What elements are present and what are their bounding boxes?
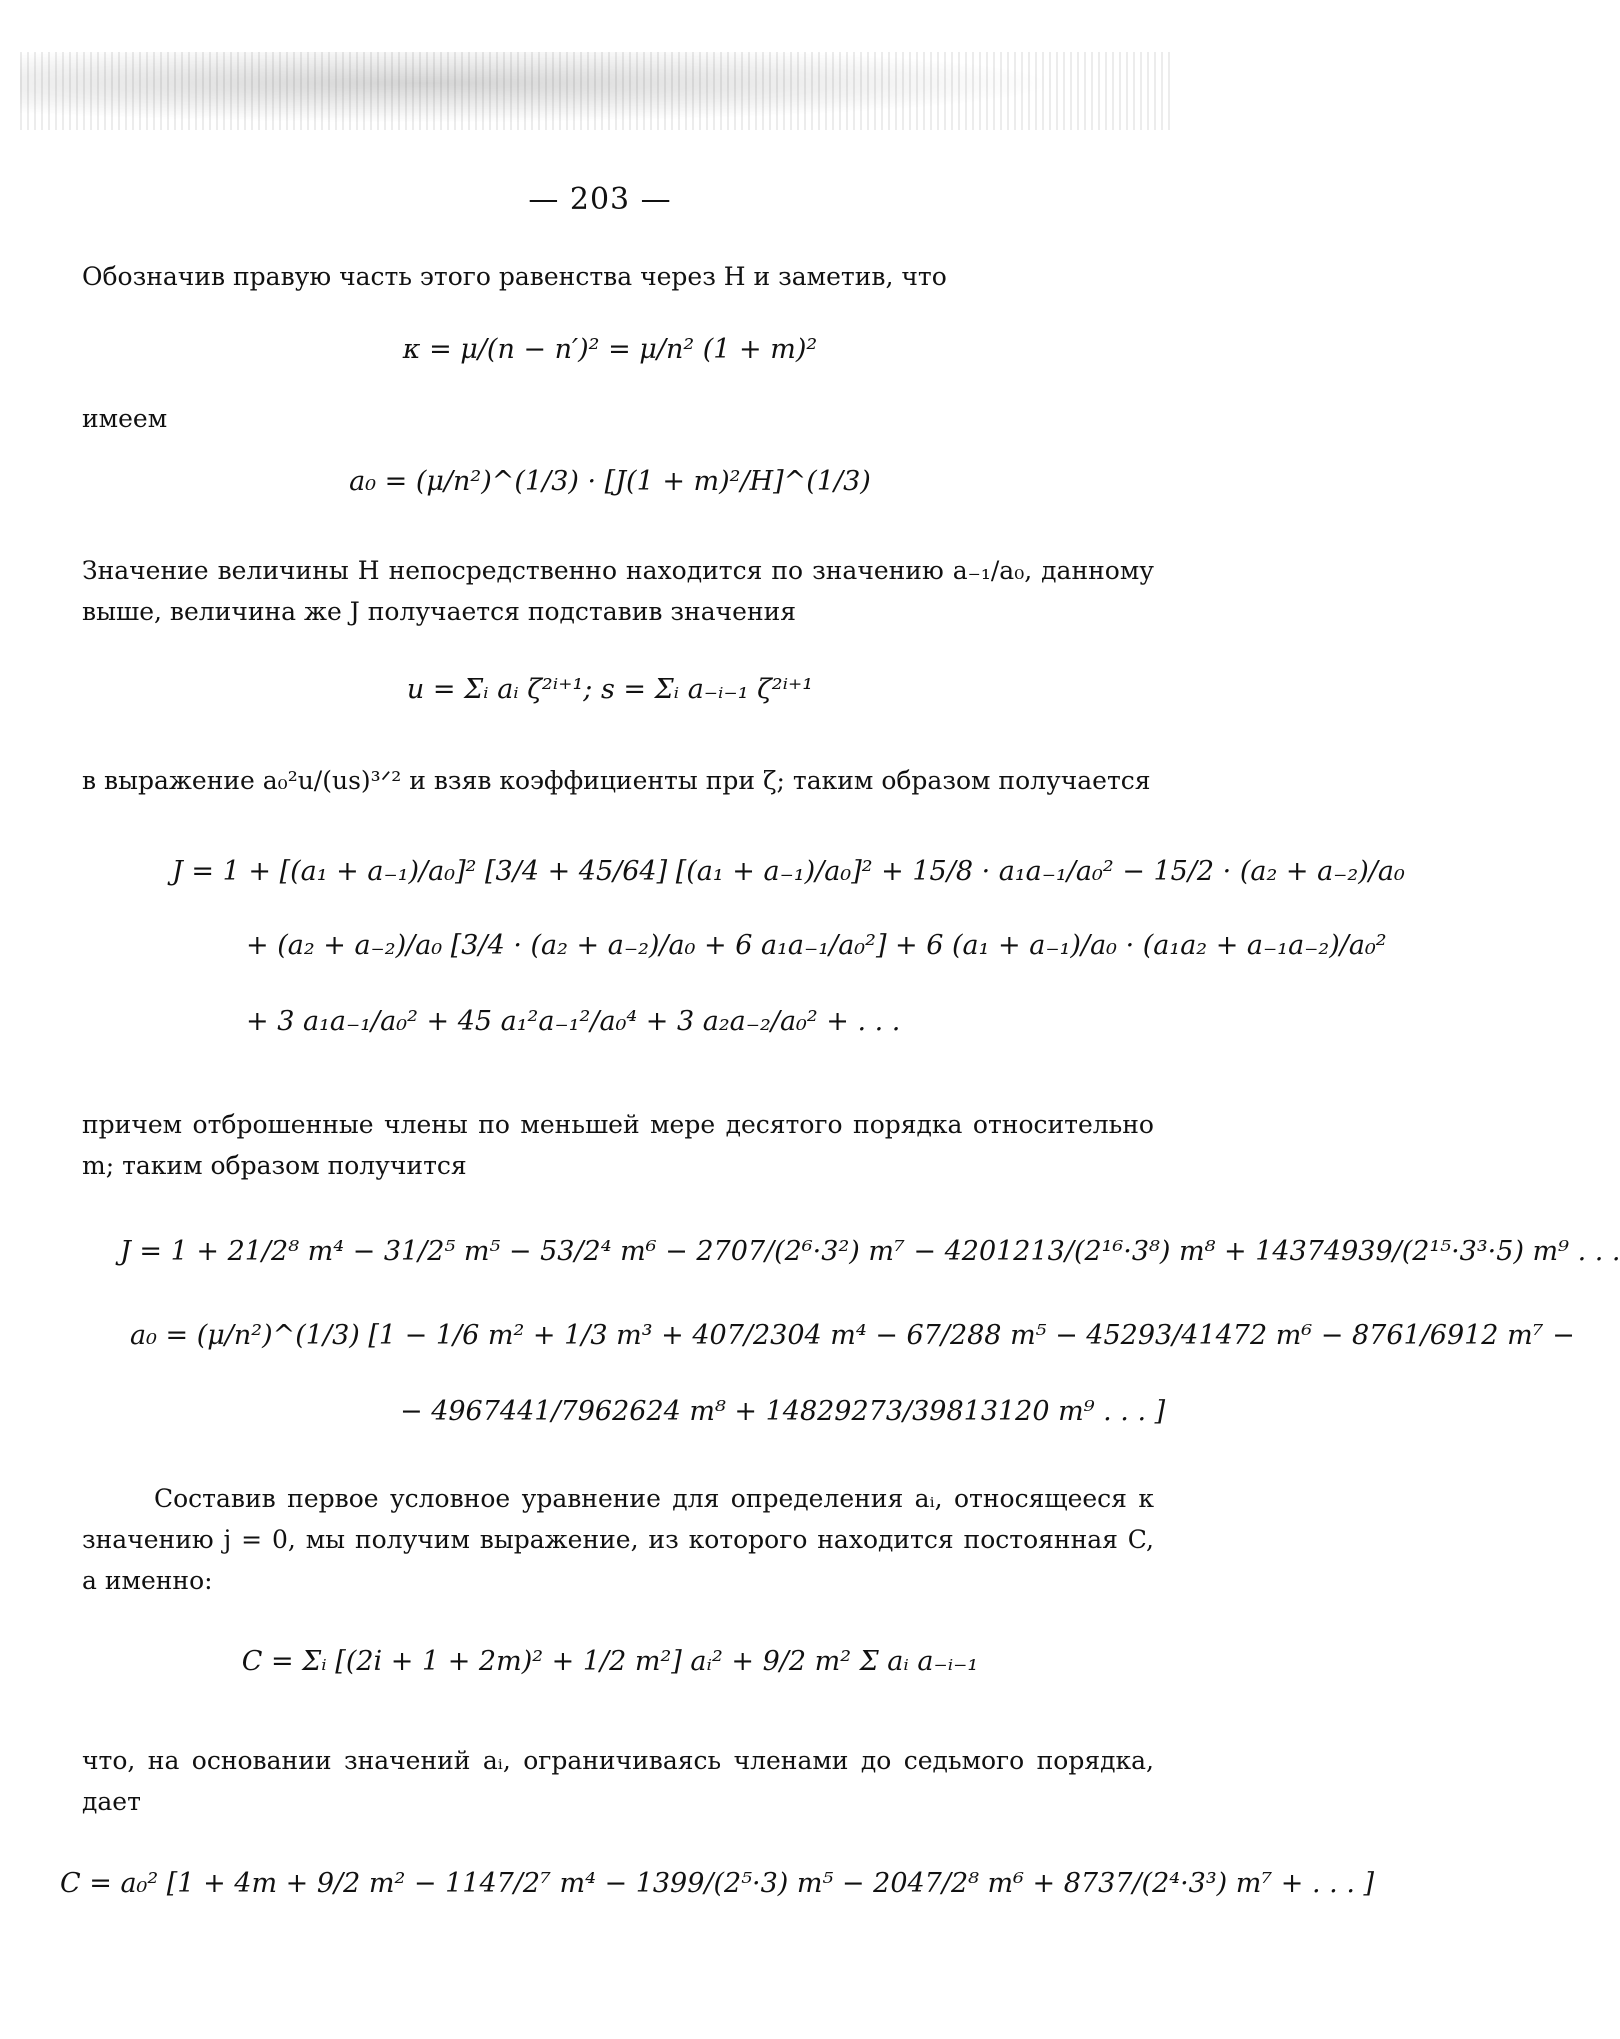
equation-C-definition: C = Σᵢ [(2i + 1 + 2m)² + 1/2 m²] aᵢ² + 9/2 m² Σ aᵢ a₋ᵢ₋₁ [241,1646,979,1677]
paragraph-6: Составив первое условное уравнение для определения aᵢ, относящееся к значению j = 0, мы получим выражение, из которого находится постоянная C, а именно: [82,1484,1154,1595]
equation-J-in-m: J = 1 + 21/2⁸ m⁴ − 31/2⁵ m⁵ − 53/2⁴ m⁶ − 2707/(2⁶·3²) m⁷ − 4201213/(2¹⁶·3⁸) m⁸ + 14374939/(2¹⁵·3³·5) m⁹ . . . [120,1236,1620,1267]
scan-noise-band [20,52,1175,130]
page-number: — 203 — [528,182,672,217]
equation-kappa: κ = μ/(n − n′)² = μ/n² (1 + m)² [402,334,818,365]
equation-J-line-2: + (a₂ + a₋₂)/a₀ [3/4 · (a₂ + a₋₂)/a₀ + 6 a₁a₋₁/a₀²] + 6 (a₁ + a₋₁)/a₀ · (a₁a₂ + a₋₁a₋₂)/a₀² [246,930,1387,961]
equation-a0-definition: a₀ = (μ/n²)^(1/3) · [J(1 + m)²/H]^(1/3) [349,466,871,497]
equation-C-value: C = a₀² [1 + 4m + 9/2 m² − 1147/2⁷ m⁴ − 1399/(2⁵·3) m⁵ − 2047/2⁸ m⁶ + 8737/(2⁴·3³) m⁷ + . . . ] [60,1868,1375,1899]
equation-a0-in-m-line-2: − 4967441/7962624 m⁸ + 14829273/39813120 m⁹ . . . ] [400,1396,1166,1427]
paragraph-3: Значение величины H непосредственно находится по значению a₋₁/a₀, данному выше, величина же J получается подставив значения [82,556,1154,626]
paragraph-5: причем отброшенные члены по меньшей мере десятого порядка относительно m; таким образом получится [82,1110,1154,1180]
equation-J-line-3: + 3 a₁a₋₁/a₀² + 45 a₁²a₋₁²/a₀⁴ + 3 a₂a₋₂/a₀² + . . . [246,1006,901,1037]
paragraph-1: Обозначив правую часть этого равенства через H и заметив, что [82,262,947,291]
equation-u-s-sums: u = Σᵢ aᵢ ζ²ⁱ⁺¹; s = Σᵢ a₋ᵢ₋₁ ζ²ⁱ⁺¹ [406,674,814,705]
paragraph-7: что, на основании значений aᵢ, ограничиваясь членами до седьмого порядка, дает [82,1746,1154,1816]
paragraph-2: имеем [82,404,168,433]
equation-J-line-1: J = 1 + [(a₁ + a₋₁)/a₀]² [3/4 + 45/64] [(a₁ + a₋₁)/a₀]² + 15/8 · a₁a₋₁/a₀² − 15/2 · (a₂ + a₋₂)/a₀ [172,856,1405,887]
equation-a0-in-m-line-1: a₀ = (μ/n²)^(1/3) [1 − 1/6 m² + 1/3 m³ + 407/2304 m⁴ − 67/288 m⁵ − 45293/41472 m⁶ − 8761/6912 m⁷ − [130,1320,1575,1351]
paragraph-4: в выражение a₀²u/(us)³ᐟ² и взяв коэффициенты при ζ; таким образом получается [82,766,1151,795]
